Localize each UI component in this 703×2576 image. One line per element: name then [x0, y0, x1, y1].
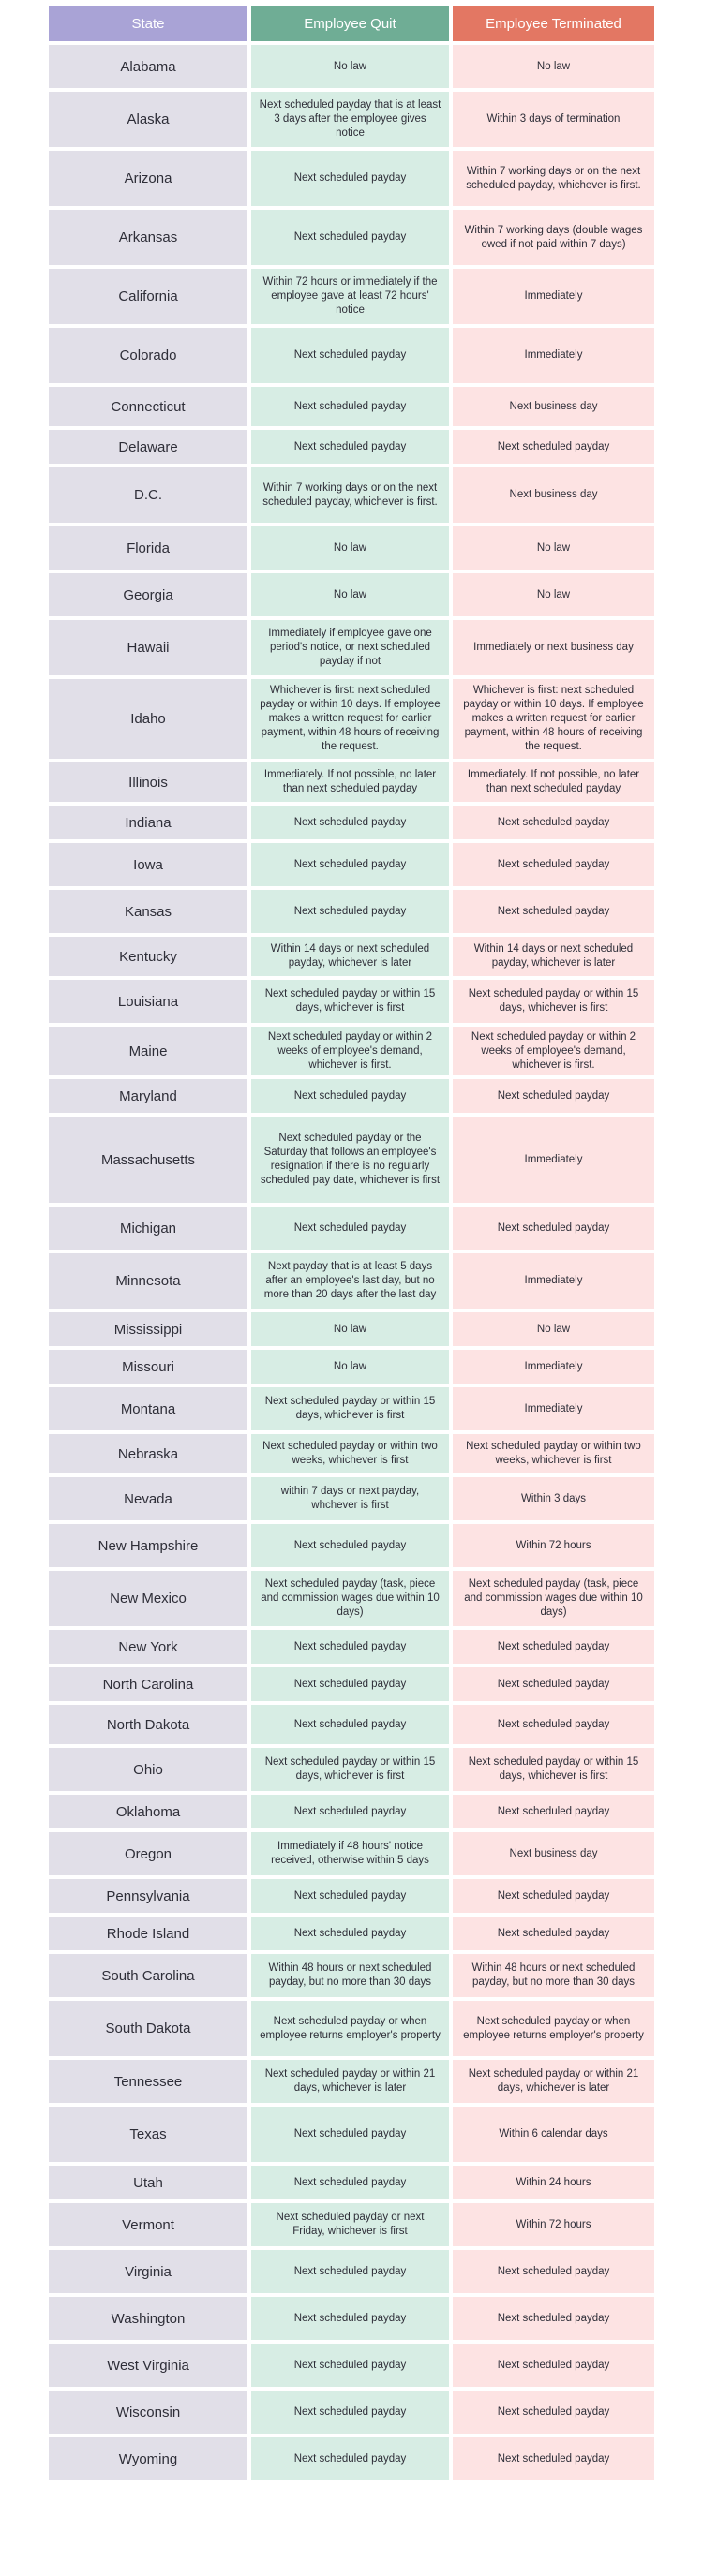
quit-cell: Next scheduled payday — [251, 1207, 449, 1250]
terminated-cell: Next scheduled payday — [453, 2250, 654, 2293]
quit-cell: within 7 days or next payday, whchever is first — [251, 1477, 449, 1520]
header-state: State — [49, 6, 247, 41]
state-cell: Florida — [49, 526, 247, 570]
quit-cell: Next scheduled payday — [251, 210, 449, 265]
state-cell: New Hampshire — [49, 1524, 247, 1567]
state-cell: Vermont — [49, 2203, 247, 2246]
terminated-cell: Within 72 hours — [453, 1524, 654, 1567]
quit-cell: Next scheduled payday — [251, 1795, 449, 1828]
quit-cell: No law — [251, 45, 449, 88]
state-cell: Kentucky — [49, 937, 247, 976]
table-row — [49, 1954, 654, 1997]
quit-cell: Next scheduled payday — [251, 1667, 449, 1701]
terminated-cell: Next scheduled payday or within 21 days, whichever is later — [453, 2060, 654, 2103]
quit-cell: Within 14 days or next scheduled payday, whichever is later — [251, 937, 449, 976]
quit-cell: Next scheduled payday or next Friday, whichever is first — [251, 2203, 449, 2246]
quit-cell: Immediately. If not possible, no later than next scheduled payday — [251, 762, 449, 802]
state-cell: Georgia — [49, 573, 247, 616]
table-row — [49, 1571, 654, 1626]
table-row — [49, 467, 654, 523]
terminated-cell: Next scheduled payday — [453, 843, 654, 886]
quit-cell: Next scheduled payday — [251, 1917, 449, 1950]
terminated-cell: Within 24 hours — [453, 2166, 654, 2199]
terminated-cell: Next scheduled payday — [453, 430, 654, 464]
table-row — [49, 92, 654, 147]
quit-cell: Next scheduled payday — [251, 2107, 449, 2162]
terminated-cell: Next scheduled payday or within two weeks, whichever is first — [453, 1434, 654, 1473]
table-row — [49, 269, 654, 324]
state-cell: North Carolina — [49, 1667, 247, 1701]
terminated-cell: Within 14 days or next scheduled payday, whichever is later — [453, 937, 654, 976]
table-row — [49, 890, 654, 933]
state-cell: Rhode Island — [49, 1917, 247, 1950]
state-cell: Idaho — [49, 679, 247, 759]
state-cell: Connecticut — [49, 387, 247, 426]
state-cell: Arizona — [49, 151, 247, 206]
quit-cell: Next scheduled payday — [251, 151, 449, 206]
state-cell: Kansas — [49, 890, 247, 933]
table-row — [49, 762, 654, 802]
table-row — [49, 1387, 654, 1430]
terminated-cell: Next scheduled payday — [453, 1079, 654, 1113]
state-cell: Washington — [49, 2297, 247, 2340]
quit-cell: Next scheduled payday — [251, 2250, 449, 2293]
terminated-cell: Within 3 days — [453, 1477, 654, 1520]
quit-cell: Next scheduled payday — [251, 806, 449, 839]
state-cell: Tennessee — [49, 2060, 247, 2103]
quit-cell: Next scheduled payday or when employee returns employer's property — [251, 2001, 449, 2056]
state-cell: D.C. — [49, 467, 247, 523]
terminated-cell: Immediately — [453, 269, 654, 324]
table-row — [49, 679, 654, 759]
state-cell: Massachusetts — [49, 1117, 247, 1203]
terminated-cell: Next scheduled payday (task, piece and commission wages due within 10 days) — [453, 1571, 654, 1626]
table-row — [49, 2166, 654, 2199]
header-employee-terminated: Employee Terminated — [453, 6, 654, 41]
quit-cell: Next scheduled payday — [251, 843, 449, 886]
state-cell: South Carolina — [49, 1954, 247, 1997]
terminated-cell: Next scheduled payday — [453, 806, 654, 839]
quit-cell: Next scheduled payday — [251, 387, 449, 426]
state-cell: Maryland — [49, 1079, 247, 1113]
state-cell: Arkansas — [49, 210, 247, 265]
quit-cell: Next scheduled payday — [251, 430, 449, 464]
terminated-cell: Next scheduled payday or within 15 days, whichever is first — [453, 980, 654, 1023]
table-body — [49, 45, 654, 2480]
table-row — [49, 328, 654, 383]
terminated-cell: Next scheduled payday or within 2 weeks of employee's demand, whichever is first. — [453, 1027, 654, 1075]
state-cell: Montana — [49, 1387, 247, 1430]
quit-cell: No law — [251, 573, 449, 616]
state-cell: Maine — [49, 1027, 247, 1075]
quit-cell: Next scheduled payday — [251, 1705, 449, 1744]
terminated-cell: Next scheduled payday — [453, 2391, 654, 2434]
table-row — [49, 2250, 654, 2293]
state-cell: Indiana — [49, 806, 247, 839]
terminated-cell: Within 7 working days or on the next scheduled payday, whichever is first. — [453, 151, 654, 206]
table-row — [49, 1879, 654, 1913]
table-row — [49, 1748, 654, 1791]
quit-cell: No law — [251, 1350, 449, 1384]
quit-cell: Next scheduled payday that is at least 3 days after the employee gives notice — [251, 92, 449, 147]
table-row — [49, 1434, 654, 1473]
table-row — [49, 1253, 654, 1309]
table-row — [49, 1832, 654, 1875]
terminated-cell: Next scheduled payday — [453, 2344, 654, 2387]
table-row — [49, 1795, 654, 1828]
quit-cell: Next scheduled payday — [251, 1079, 449, 1113]
quit-cell: Within 48 hours or next scheduled payday, but no more than 30 days — [251, 1954, 449, 1997]
state-cell: Mississippi — [49, 1312, 247, 1346]
quit-cell: Immediately if employee gave one period's notice, or next scheduled payday if not — [251, 620, 449, 675]
terminated-cell: Next scheduled payday — [453, 1705, 654, 1744]
quit-cell: Immediately if 48 hours' notice received, otherwise within 5 days — [251, 1832, 449, 1875]
terminated-cell: Next business day — [453, 467, 654, 523]
terminated-cell: Next scheduled payday — [453, 1207, 654, 1250]
table-row — [49, 45, 654, 88]
quit-cell: Whichever is first: next scheduled payday or within 10 days. If employee makes a written request for earlier payment, within 48 hours of receiving the request. — [251, 679, 449, 759]
quit-cell: Next scheduled payday or within 15 days, whichever is first — [251, 1748, 449, 1791]
quit-cell: No law — [251, 526, 449, 570]
terminated-cell: Next scheduled payday — [453, 1917, 654, 1950]
state-cell: Hawaii — [49, 620, 247, 675]
quit-cell: Next scheduled payday or within 15 days, whichever is first — [251, 1387, 449, 1430]
quit-cell: Next scheduled payday — [251, 1630, 449, 1664]
quit-cell: Within 72 hours or immediately if the employee gave at least 72 hours' notice — [251, 269, 449, 324]
state-cell: Minnesota — [49, 1253, 247, 1309]
quit-cell: Within 7 working days or on the next scheduled payday, whichever is first. — [251, 467, 449, 523]
quit-cell: Next scheduled payday or the Saturday that follows an employee's resignation if there is no regularly scheduled pay date, whichever is first — [251, 1117, 449, 1203]
state-cell: Wyoming — [49, 2437, 247, 2480]
table-row — [49, 1630, 654, 1664]
state-cell: Delaware — [49, 430, 247, 464]
table-row — [49, 2060, 654, 2103]
terminated-cell: No law — [453, 573, 654, 616]
terminated-cell: Next scheduled payday — [453, 1667, 654, 1701]
final-pay-table — [49, 6, 654, 2484]
quit-cell: Next scheduled payday — [251, 2297, 449, 2340]
terminated-cell: Next scheduled payday — [453, 1795, 654, 1828]
table-row — [49, 151, 654, 206]
quit-cell: Next scheduled payday — [251, 2344, 449, 2387]
terminated-cell: Immediately — [453, 1117, 654, 1203]
table-row — [49, 430, 654, 464]
table-row — [49, 2001, 654, 2056]
terminated-cell: Immediately or next business day — [453, 620, 654, 675]
terminated-cell: No law — [453, 1312, 654, 1346]
table-header — [49, 6, 654, 41]
table-row — [49, 2203, 654, 2246]
quit-cell: Next scheduled payday — [251, 1524, 449, 1567]
table-row — [49, 620, 654, 675]
state-cell: New Mexico — [49, 1571, 247, 1626]
terminated-cell: Within 3 days of termination — [453, 92, 654, 147]
table-row — [49, 1027, 654, 1075]
state-cell: North Dakota — [49, 1705, 247, 1744]
terminated-cell: Next scheduled payday — [453, 2437, 654, 2480]
state-cell: Virginia — [49, 2250, 247, 2293]
table-row — [49, 2344, 654, 2387]
quit-cell: Next scheduled payday or within two weeks, whichever is first — [251, 1434, 449, 1473]
table-row — [49, 980, 654, 1023]
quit-cell: Next scheduled payday — [251, 328, 449, 383]
terminated-cell: Within 6 calendar days — [453, 2107, 654, 2162]
table-row — [49, 1917, 654, 1950]
terminated-cell: Next scheduled payday — [453, 1879, 654, 1913]
terminated-cell: Immediately — [453, 328, 654, 383]
terminated-cell: Within 48 hours or next scheduled payday, but no more than 30 days — [453, 1954, 654, 1997]
state-cell: California — [49, 269, 247, 324]
state-cell: Nebraska — [49, 1434, 247, 1473]
state-cell: Alabama — [49, 45, 247, 88]
state-cell: Iowa — [49, 843, 247, 886]
state-cell: New York — [49, 1630, 247, 1664]
quit-cell: Next scheduled payday or within 21 days, whichever is later — [251, 2060, 449, 2103]
state-cell: West Virginia — [49, 2344, 247, 2387]
table-row — [49, 843, 654, 886]
terminated-cell: Whichever is first: next scheduled payday or within 10 days. If employee makes a written request for earlier payment, within 48 hours of receiving the request. — [453, 679, 654, 759]
quit-cell: Next scheduled payday — [251, 2391, 449, 2434]
state-cell: Texas — [49, 2107, 247, 2162]
state-cell: Missouri — [49, 1350, 247, 1384]
state-cell: Utah — [49, 2166, 247, 2199]
table-row — [49, 2107, 654, 2162]
state-cell: Alaska — [49, 92, 247, 147]
table-row — [49, 2437, 654, 2480]
table-row — [49, 573, 654, 616]
quit-cell: Next payday that is at least 5 days after an employee's last day, but no more than 20 days after the last day — [251, 1253, 449, 1309]
table-row — [49, 1079, 654, 1113]
table-row — [49, 526, 654, 570]
terminated-cell: Next business day — [453, 387, 654, 426]
terminated-cell: Immediately. If not possible, no later than next scheduled payday — [453, 762, 654, 802]
quit-cell: Next scheduled payday or within 15 days, whichever is first — [251, 980, 449, 1023]
table-row — [49, 1207, 654, 1250]
terminated-cell: Next scheduled payday — [453, 1630, 654, 1664]
terminated-cell: Immediately — [453, 1350, 654, 1384]
state-cell: Oregon — [49, 1832, 247, 1875]
terminated-cell: Within 7 working days (double wages owed if not paid within 7 days) — [453, 210, 654, 265]
quit-cell: Next scheduled payday (task, piece and commission wages due within 10 days) — [251, 1571, 449, 1626]
terminated-cell: Next scheduled payday or when employee returns employer's property — [453, 2001, 654, 2056]
quit-cell: Next scheduled payday — [251, 2166, 449, 2199]
state-cell: Nevada — [49, 1477, 247, 1520]
state-cell: Louisiana — [49, 980, 247, 1023]
state-cell: Pennsylvania — [49, 1879, 247, 1913]
terminated-cell: Next scheduled payday — [453, 2297, 654, 2340]
table-row — [49, 806, 654, 839]
quit-cell: Next scheduled payday — [251, 890, 449, 933]
table-row — [49, 1312, 654, 1346]
terminated-cell: Next business day — [453, 1832, 654, 1875]
terminated-cell: Immediately — [453, 1387, 654, 1430]
table-row — [49, 1667, 654, 1701]
quit-cell: Next scheduled payday or within 2 weeks of employee's demand, whichever is first. — [251, 1027, 449, 1075]
terminated-cell: No law — [453, 526, 654, 570]
quit-cell: Next scheduled payday — [251, 1879, 449, 1913]
header-employee-quit: Employee Quit — [251, 6, 449, 41]
table-row — [49, 1524, 654, 1567]
state-cell: Ohio — [49, 1748, 247, 1791]
state-cell: Illinois — [49, 762, 247, 802]
table-row — [49, 210, 654, 265]
table-row — [49, 937, 654, 976]
table-row — [49, 1705, 654, 1744]
terminated-cell: Immediately — [453, 1253, 654, 1309]
table-row — [49, 1477, 654, 1520]
state-cell: Colorado — [49, 328, 247, 383]
table-row — [49, 1117, 654, 1203]
state-cell: Michigan — [49, 1207, 247, 1250]
table-row — [49, 387, 654, 426]
table-row — [49, 2391, 654, 2434]
quit-cell: Next scheduled payday — [251, 2437, 449, 2480]
state-cell: South Dakota — [49, 2001, 247, 2056]
terminated-cell: Within 72 hours — [453, 2203, 654, 2246]
table-row — [49, 1350, 654, 1384]
quit-cell: No law — [251, 1312, 449, 1346]
state-cell: Oklahoma — [49, 1795, 247, 1828]
terminated-cell: Next scheduled payday or within 15 days, whichever is first — [453, 1748, 654, 1791]
terminated-cell: No law — [453, 45, 654, 88]
state-cell: Wisconsin — [49, 2391, 247, 2434]
terminated-cell: Next scheduled payday — [453, 890, 654, 933]
table-row — [49, 2297, 654, 2340]
